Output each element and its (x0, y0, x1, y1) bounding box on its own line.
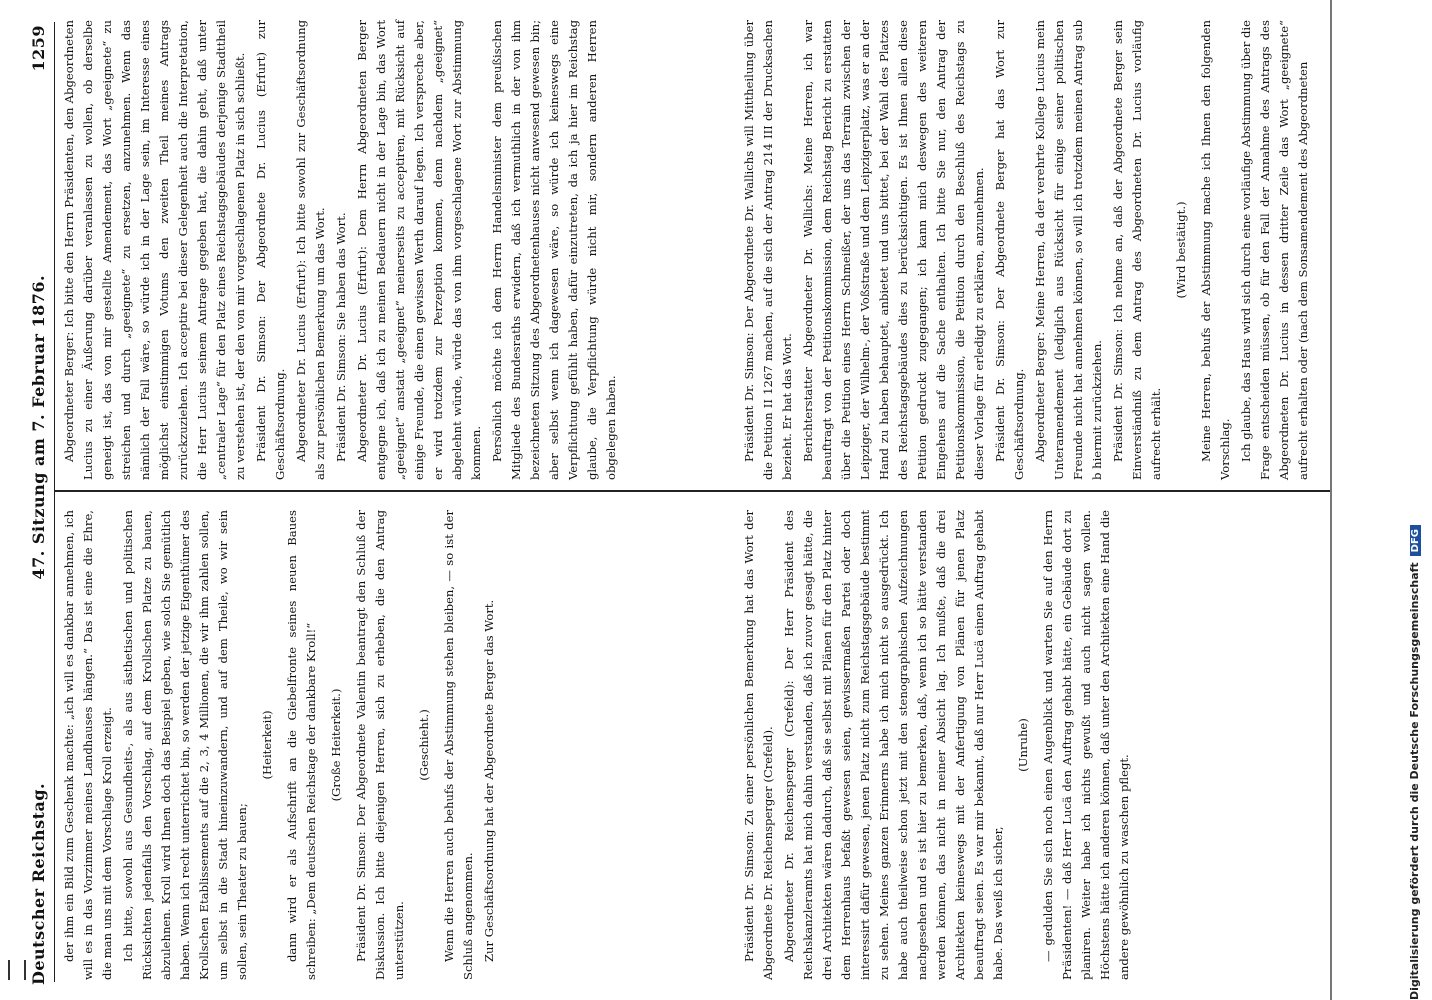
column-left-top (60, 510, 501, 980)
paragraph: Abgeordneter Dr. Lucius (Erfurt): Ich bitte sowohl zur Geschäftsordnung als zur persönlichen Bemerkung um das Wort. (294, 20, 327, 480)
paragraph: Präsident Dr. Simson: Der Abgeordnete Dr. Lucius (Erfurt) zur Geschäftsordnung. (254, 20, 287, 480)
scan-edge-line (1330, 0, 1332, 1000)
column-left-bottom (60, 20, 623, 480)
paragraph: Wenn die Herren auch behufs der Abstimmung stehen bleiben, — so ist der Schluß angenommen. (442, 510, 475, 980)
paragraph: dann wird er als Aufschrift an die Giebelfronte seines neuen Baues schreiben: „Dem deutschen Reichstage der dankbare Kroll!“ (285, 510, 318, 980)
paragraph: Präsident Dr. Simson: Ich nehme an, daß der Abgeordnete Berger sein Einverständniß zu dem Antrag des Abgeordneten Dr. Lucius vorläufig aufrecht erhält. (1111, 20, 1163, 480)
paragraph: Persönlich möchte ich dem Herrn Handelsminister dem preußischen Mitgliede des Bundesraths erwidern, daß ich vermuthlich in der von ihm bezeichneten Sitzung des Abgeordnetenhauses nicht anwesend gewesen bin; aber selbst wenn ich dagewesen wäre, so würde ich keineswegs eine Verpflichtung gefühlt haben, dafür einzutreten, da ich ja hier im Reichstag glaube, die Verpflichtung würde nicht mir, sondern anderen Herren obgelegen haben. (490, 20, 618, 480)
paragraph: Präsident Dr. Simson: Der Abgeordnete Berger hat das Wort zur Geschäftsordnung. (993, 20, 1026, 480)
paragraph: (Unruhe) (1016, 718, 1030, 772)
paragraph: Präsident Dr. Simson: Zu einer persönlichen Bemerkung hat das Wort der Abgeordnete Dr. Reichensperger (Crefeld). (742, 510, 775, 980)
header-rule (54, 22, 55, 982)
paragraph: Abgeordneter Berger: Meine Herren, da der verehrte Kollege Lucius mein Unteramendement (lediglich aus Rücksicht für einige seiner politischen Freunde nicht hat annehmen können, so will ich trotzdem meinen Antrag sub b hiermit zurückziehen. (1033, 20, 1104, 480)
paragraph: (Große Heiterkeit.) (329, 688, 343, 802)
dfg-logo: DFG (1410, 525, 1421, 556)
paragraph: Abgeordneter Dr. Reichensperger (Crefeld): Der Herr Präsident des Reichskanzleramts hat mich dahin verstanden, daß ich zuvor gesagt hätte, die drei Architekten wären dadurch, daß sie selbst mit Plänen für den Platz hinter dem Herrenhaus befaßt gewesen seien, gewissermaßen Partei oder doch interessirt dafür gewesen, jenen Platz nicht zum Reichstagsgebäude bestimmt zu sehen. Meines ganzen Erinnerns habe ich mich nicht so ausgedrückt. Ich habe auch theilweise schon jetzt mit den stenographischen Aufzeichnungen nachgesehen und es ist hier zu bemerken, daß, wenn ich so hätte verstanden werden können, das nicht in meiner Absicht lag. Ich mußte, daß die drei Architekten keineswegs mit der Anfertigung von Plänen für jenen Platz beauftragt seien. Es war mir bekannt, daß nur Herr Lucä einen Auftrag gehabt habe. Das weiß ich sicher, (782, 510, 1005, 980)
paragraph: Präsident Dr. Simson: Der Abgeordnete Dr. Wallichs will Mittheilung über die Petition II 1267 machen, auf die sich der Antrag 214 III der Drucksachen bezieht. Er hat das Wort. (742, 20, 794, 480)
paragraph: Meine Herren, behufs der Abstimmung mache ich Ihnen den folgenden Vorschlag. (1199, 20, 1232, 480)
paragraph: Ich bitte, sowohl aus Gesundheits-, als aus ästhetischen und politischen Rücksichten jedenfalls den Vorschlag, auf dem Krollschen Platze zu bauen, abzulehnen. Kroll wird Ihnen doch das Beispiel geben, wie solch Sie gemütlich haben. Wenn ich recht unterrichtet bin, so werden der jetzige Eigenthümer des Krollschen Etablissements auf die 2, 3, 4 Millionen, die wir ihm zahlen sollen, um selbst in die Stadt hineinzuwandern, und auf dem Theile, wo wir sein sollen, sein Theater zu bauen; (121, 510, 249, 980)
header-session: 47. Sitzung am 7. Februar 1876. (28, 274, 48, 580)
page-header (24, 25, 52, 985)
paragraph: Ich glaube, das Haus wird sich durch eine vorläufige Abstimmung über die Frage entscheiden müssen, ob für den Fall der Annahme des Antrags des Abgeordneten Dr. Lucius in dessen dritter Zeile das Wort „geeignete“ aufrecht erhalten oder (nach dem Sonsamendement des Abgeordneten (1239, 20, 1310, 480)
page-number: 1259 (28, 25, 48, 72)
paragraph: Präsident Dr. Simson: Der Abgeordnete Valentin beantragt den Schluß der Diskussion. Ich bitte diejenigen Herren, sich zu erheben, die den Antrag unterstützen. (354, 510, 406, 980)
paragraph: der ihm ein Bild zum Geschenk machte: „ich will es dankbar annehmen, ich will es in das Vorzimmer meines Landhauses hängen.“ Das ist eine die Ehre, die man uns mit dem Vorschlage Kroll erzeigt. (62, 510, 114, 980)
paragraph: (Wird bestätigt.) (1174, 201, 1188, 299)
header-publication: Deutscher Reichstag. (28, 782, 48, 985)
paragraph: (Geschieht.) (417, 709, 431, 781)
digitization-credit (1408, 10, 1421, 1000)
credit-text: Digitalisierung gefördert durch die Deutsche Forschungsgemeinschaft (1408, 562, 1421, 1000)
column-divider (54, 490, 1332, 492)
column-right-bottom (740, 20, 1315, 480)
paragraph: Abgeordneter Berger: Ich bitte den Herrn Präsidenten, den Abgeordneten Lucius zu einer Äußerung darüber veranlassen zu wollen, ob derselbe geneigt ist, das von mir gestellte Amendement, das Wort „geeignete“ zu streichen und durch „geeignete“ zu ersetzen, anzunehmen. Wenn das nämlich der Fall wäre, so würde ich in der Lage sein, im Interesse eines möglichst einstimmigen Votums den zweiten Theil meines Antrags zurückzuziehen. Ich acceptire bei dieser Gelegenheit auch die Interpretation, die Herr Lucius seinem Antrage gegeben hat, die dahin geht, daß unter „centraler Lage“ für den Platz eines Reichstagsgebäudes derjenige Stadttheil zu verstehen ist, der den von mir vorgeschlagenen Platz in sich schließt. (62, 20, 247, 480)
paragraph: — gedulden Sie sich noch einen Augenblick und warten Sie auf den Herrn Präsidenten! — daß Herr Lucä den Auftrag gehabt hätte, ein Gebäude dort zu planiren. Weiter habe ich nichts gewußt und auch nicht sagen wollen. Höchstens hätte ich anderen können, daß unter den Architekten eine Hand die andere gewöhnlich zu waschen pflegt. (1041, 510, 1131, 980)
column-right-top (740, 510, 1136, 980)
paragraph: Abgeordneter Dr. Lucius (Erfurt): Dem Herrn Abgeordneten Berger entgegne ich, daß ich zu meinen Bedauern nicht in der Lage bin, das Wort „geeignet“ anstatt „geeignet“ meinerseits zu acceptiren, mit Rücksicht auf einige Freunde, die einen gewissen Werth darauf legen. Ich verspreche aber, er wird trotzdem zur Perzeption kommen, denn nachdem „geeignet“ abgelehnt würde, würde das von ihm vorgeschlagene Wort zur Abstimmung kommen. (355, 20, 483, 480)
paragraph: Präsident Dr. Simson: Sie haben das Wort. (334, 212, 348, 462)
paragraph: (Heiterkeit) (260, 710, 274, 780)
paragraph: Zur Geschäftsordnung hat der Abgeordnete Berger das Wort. (482, 599, 496, 962)
paragraph: Berichterstatter Abgeordneter Dr. Wallichs: Meine Herren, ich war beauftragt von der Petitionskommission, dem Reichstag Bericht zu erstatten über die Petition eines Herrn Schmeißer, der uns das Terrain zwischen der Leipziger, der Wilhelm-, der Voßstraße und dem Leipzigerplatz, was er an der Hand zu haben behauptet, anbietet und uns bittet, bei der Wahl des Platzes des Reichstagsgebäudes dies zu berücksichtigen. Es ist Ihnen allen diese Petition gedruckt zugegangen; ich kann mich deswegen des weiteren Eingehens auf die Sache enthalten. Ich bitte Sie nur, den Antrag der Petitionskommission, die Petition durch den Beschluß des Reichstags zu dieser Vorlage für erledigt zu erklären, anzunehmen. (801, 20, 986, 480)
